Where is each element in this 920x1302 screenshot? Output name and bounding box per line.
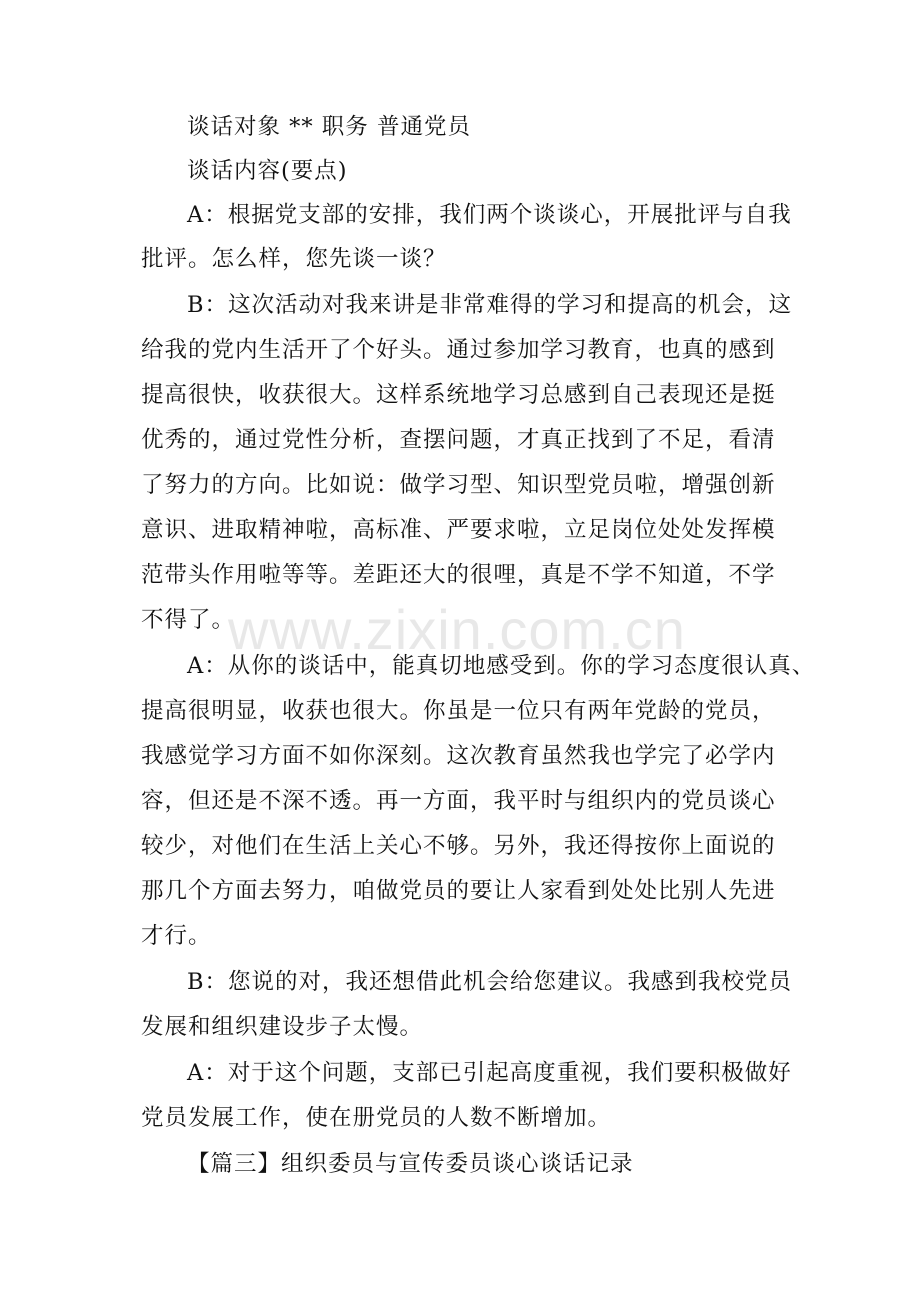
interview-header: 谈话对象 ** 职务 普通党员	[187, 114, 471, 140]
paragraph-line: 容，但还是不深不透。再一方面，我平时与组织内的党员谈心	[141, 788, 776, 814]
paragraph-line: 提高很明显，收获也很大。你虽是一位只有两年党龄的党员，	[141, 698, 776, 724]
paragraph-line: 那几个方面去努力，咱做党员的要让人家看到处处比别人先进	[141, 878, 776, 904]
paragraph-line: 意识、进取精神啦，高标准、严要求啦，立足岗位处处发挥模	[141, 517, 776, 543]
content-label: 谈话内容(要点)	[187, 158, 348, 184]
paragraph-line: 发展和组织建设步子太慢。	[141, 1014, 424, 1040]
paragraph-line: 优秀的，通过党性分析，查摆问题，才真正找到了不足，看清	[141, 427, 776, 453]
watermark-text: www.zixin.com.cn	[228, 598, 686, 661]
paragraph-line: 较少，对他们在生活上关心不够。另外，我还得按你上面说的	[141, 833, 776, 859]
paragraph-line: B：这次活动对我来讲是非常难得的学习和提高的机会，这	[187, 292, 793, 318]
paragraph-line: 我感觉学习方面不如你深刻。这次教育虽然我也学完了必学内	[141, 743, 776, 769]
paragraph-line: 提高很快，收获很大。这样系统地学习总感到自己表现还是挺	[141, 382, 776, 408]
paragraph-line: 了努力的方向。比如说：做学习型、知识型党员啦，增强创新	[141, 472, 776, 498]
paragraph-line: A：根据党支部的安排，我们两个谈谈心，开展批评与自我	[187, 202, 792, 228]
paragraph-line: 不得了。	[141, 607, 236, 633]
paragraph-line: A：对于这个问题，支部已引起高度重视，我们要积极做好	[187, 1060, 792, 1086]
paragraph-line: B：您说的对，我还想借此机会给您建议。我感到我校党员	[187, 969, 793, 995]
paragraph-line: 党员发展工作，使在册党员的人数不断增加。	[141, 1105, 612, 1131]
paragraph-line: 才行。	[141, 923, 212, 949]
paragraph-line: A：从你的谈话中，能真切地感受到。你的学习态度很认真、	[187, 653, 816, 679]
paragraph-line: 给我的党内生活开了个好头。通过参加学习教育，也真的感到	[141, 337, 776, 363]
paragraph-line: 范带头作用啦等等。差距还大的很哩，真是不学不知道，不学	[141, 562, 776, 588]
paragraph-line: 批评。怎么样，您先谈一谈？	[141, 246, 447, 272]
section-heading: 【篇三】组织委员与宣传委员谈心谈话记录	[187, 1151, 634, 1177]
